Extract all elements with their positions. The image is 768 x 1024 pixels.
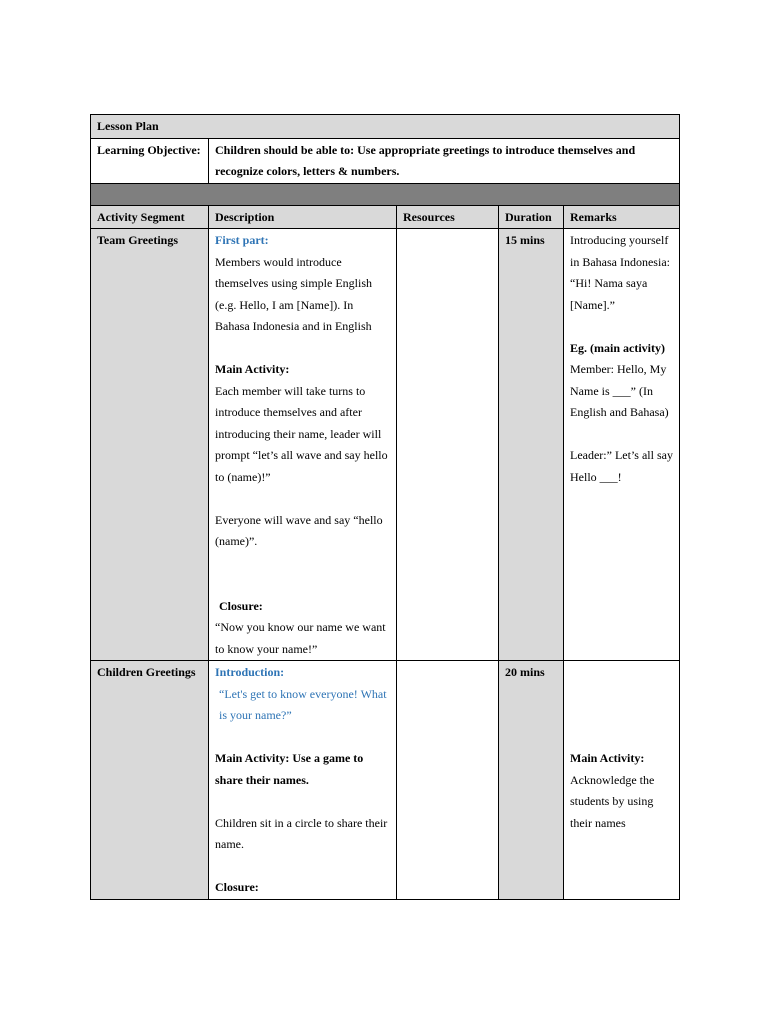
objective-text: Children should be able to: Use appropriate greetings to introduce themselves and recognize colors, letters & numbers. bbox=[209, 138, 680, 183]
remarks-leader-text: Leader:” Let’s all say Hello ___! bbox=[570, 448, 673, 484]
remarks-children-main-text: Acknowledge the students by using their names bbox=[570, 772, 655, 830]
remarks-intro-quote: “Hi! Nama saya [Name].” bbox=[570, 276, 648, 312]
children-main-activity-heading: Main Activity: Use a game to share their names. bbox=[215, 751, 364, 787]
separator-row bbox=[91, 183, 680, 205]
resources-team-greetings bbox=[397, 229, 499, 661]
segment-team-greetings: Team Greetings bbox=[91, 229, 209, 661]
header-duration: Duration bbox=[499, 205, 564, 229]
first-part-text: Members would introduce themselves using simple English (e.g. Hello, I am [Name]). In Bahasa Indonesia and in English bbox=[215, 254, 372, 333]
objective-row bbox=[91, 138, 680, 183]
closure-text: “Now you know our name we want to know your name!” bbox=[215, 620, 386, 656]
remarks-intro-text: Introducing yourself in Bahasa Indonesia: bbox=[570, 233, 670, 269]
segment-children-greetings: Children Greetings bbox=[91, 661, 209, 900]
remarks-children-greetings bbox=[564, 661, 680, 900]
lesson-plan-title: Lesson Plan bbox=[91, 115, 680, 139]
main-activity-heading: Main Activity: bbox=[215, 362, 290, 376]
description-team-greetings bbox=[209, 229, 397, 661]
objective-label: Learning Objective: bbox=[91, 138, 209, 183]
lesson-plan-table bbox=[90, 114, 680, 900]
description-children-greetings bbox=[209, 661, 397, 900]
title-row bbox=[91, 115, 680, 139]
first-part-heading: First part: bbox=[215, 233, 269, 247]
table-row bbox=[91, 229, 680, 661]
table-row bbox=[91, 661, 680, 900]
resources-children-greetings bbox=[397, 661, 499, 900]
remarks-eg-text: Member: Hello, My Name is ___” (In English and Bahasa) bbox=[570, 362, 669, 419]
introduction-heading: Introduction: bbox=[215, 665, 285, 679]
main-activity-text: Each member will take turns to introduce themselves and after introducing their name, leader will prompt “let’s all wave and say hello to (name)!” bbox=[215, 383, 388, 484]
remarks-team-greetings bbox=[564, 229, 680, 661]
duration-children-greetings: 20 mins bbox=[499, 661, 564, 900]
remarks-children-main-heading: Main Activity: bbox=[570, 751, 645, 765]
header-remarks: Remarks bbox=[564, 205, 680, 229]
separator-bar bbox=[91, 183, 680, 205]
header-activity-segment: Activity Segment bbox=[91, 205, 209, 229]
remarks-eg-heading: Eg. (main activity) bbox=[570, 340, 665, 355]
duration-team-greetings: 15 mins bbox=[499, 229, 564, 661]
closure-heading: Closure: bbox=[219, 598, 263, 613]
header-description: Description bbox=[209, 205, 397, 229]
introduction-quote: “Let's get to know everyone! What is your name?” bbox=[219, 686, 387, 722]
children-main-activity-text: Children sit in a circle to share their name. bbox=[215, 815, 388, 851]
wave-text: Everyone will wave and say “hello (name)”. bbox=[215, 512, 383, 548]
header-row bbox=[91, 205, 680, 229]
header-resources: Resources bbox=[397, 205, 499, 229]
children-closure-heading: Closure: bbox=[215, 880, 259, 894]
